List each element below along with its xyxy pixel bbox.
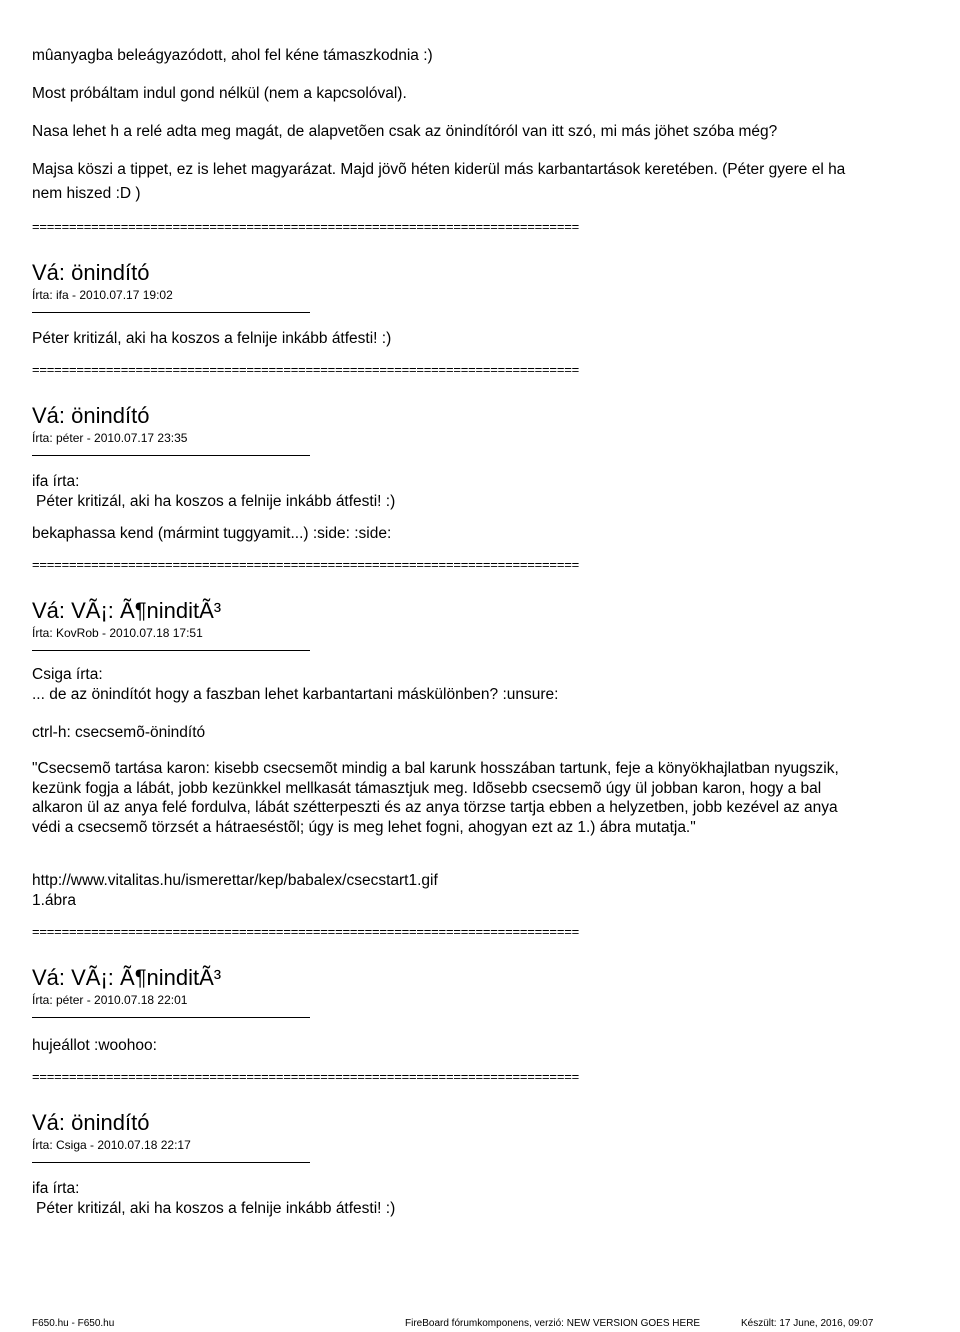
post-title: Vá: önindító <box>32 403 150 428</box>
footer-generated-date: Készült: 17 June, 2016, 09:07 <box>741 1318 874 1329</box>
quoted-paragraph <box>32 759 932 837</box>
post-separator: ========================================================================== <box>32 558 579 572</box>
intro-line: Nasa lehet h a relé adta meg magát, de alapvetõen csak az önindítóról van itt szó, mi más jöhet szóba még? <box>32 123 778 140</box>
quote-block <box>32 472 932 512</box>
post-body-line: ctrl-h: csecsemõ-önindító <box>32 724 206 741</box>
post-separator: ========================================================================== <box>32 925 579 939</box>
post-divider <box>32 650 310 651</box>
document-page <box>32 44 932 1219</box>
intro-line: Most próbáltam indul gond nélkül (nem a kapcsolóval). <box>32 85 407 102</box>
post-body-line: "Csecsemõ tartása karon: kisebb csecsemõt mindig a bal karunk hosszában tartunk, feje a könyökhajlatban nyugszik, <box>32 760 839 777</box>
quote-text: ... de az önindítót hogy a faszban lehet karbantartani máskülönben? :unsure: <box>32 686 559 703</box>
footer-software: FireBoard fórumkomponens, verzió: NEW VERSION GOES HERE <box>405 1318 701 1329</box>
post <box>32 260 932 351</box>
post-title: Vá: önindító <box>32 1110 150 1135</box>
post-meta: Írta: ifa - 2010.07.17 19:02 <box>32 288 173 302</box>
quote-author: Csiga írta: <box>32 666 103 683</box>
quote-block <box>32 665 932 705</box>
post-separator: ========================================================================== <box>32 363 579 377</box>
image-caption: 1.ábra <box>32 892 76 909</box>
post-body-line: Péter kritizál, aki ha koszos a felnije inkább átfesti! :) <box>32 330 392 347</box>
post-divider <box>32 312 310 313</box>
post-meta: Írta: Csiga - 2010.07.18 22:17 <box>32 1138 191 1152</box>
post <box>32 1110 932 1219</box>
post-divider <box>32 1017 310 1018</box>
post-body-line: hujeállot :woohoo: <box>32 1037 157 1054</box>
intro-text <box>32 44 932 206</box>
post <box>32 965 932 1058</box>
post-divider <box>32 1162 310 1163</box>
quote-author: ifa írta: <box>32 473 80 490</box>
quote-text: Péter kritizál, aki ha koszos a felnije inkább átfesti! :) <box>36 1200 396 1217</box>
post <box>32 598 932 911</box>
quote-block <box>32 1179 932 1219</box>
post-link[interactable]: http://www.vitalitas.hu/ismerettar/kep/babalex/csecstart1.gif <box>32 872 438 889</box>
post-body-line: bekaphassa kend (mármint tuggyamit...) :side: :side: <box>32 525 392 542</box>
post-title: Vá: VÃ¡: Ã¶ninditÃ³ <box>32 965 222 990</box>
post-title: Vá: önindító <box>32 260 150 285</box>
quote-author: ifa írta: <box>32 1180 80 1197</box>
intro-line: nem hiszed :D ) <box>32 185 141 202</box>
post-separator: ========================================================================== <box>32 1070 579 1084</box>
post-meta: Írta: péter - 2010.07.17 23:35 <box>32 431 188 445</box>
post-body-line: alkaron ül az anya felé fordulva, lábát szétterpeszti és az anya törzse tartja ebben a helyzetben, jobb kezével az anya <box>32 799 838 816</box>
post-body-line: védi a csecsemõ törzsét a hátraeséstõl; úgy is meg lehet fogni, ahogyan ezt az 1.) ábra mutatja." <box>32 818 696 836</box>
post <box>32 403 932 546</box>
post-separator: ========================================================================== <box>32 220 579 234</box>
post-meta: Írta: KovRob - 2010.07.18 17:51 <box>32 626 203 640</box>
intro-line: Majsa köszi a tippet, ez is lehet magyarázat. Majd jövõ héten kiderül más karbantartások keretében. (Péter gyere el ha <box>32 161 846 178</box>
post-body-line: kezünk fogja a lábát, jobb kezünkkel mellkasát támasztjuk meg. Idõsebb csecsemõ úgy ül jobban karon, hogy a bal <box>32 779 822 797</box>
post-meta: Írta: péter - 2010.07.18 22:01 <box>32 993 188 1007</box>
post-title: Vá: VÃ¡: Ã¶ninditÃ³ <box>32 598 222 623</box>
footer-site: F650.hu - F650.hu <box>32 1318 115 1329</box>
post-divider <box>32 455 310 456</box>
intro-line: mûanyagba beleágyazódott, ahol fel kéne támaszkodnia :) <box>32 47 433 64</box>
quote-text: Péter kritizál, aki ha koszos a felnije inkább átfesti! :) <box>36 493 396 510</box>
